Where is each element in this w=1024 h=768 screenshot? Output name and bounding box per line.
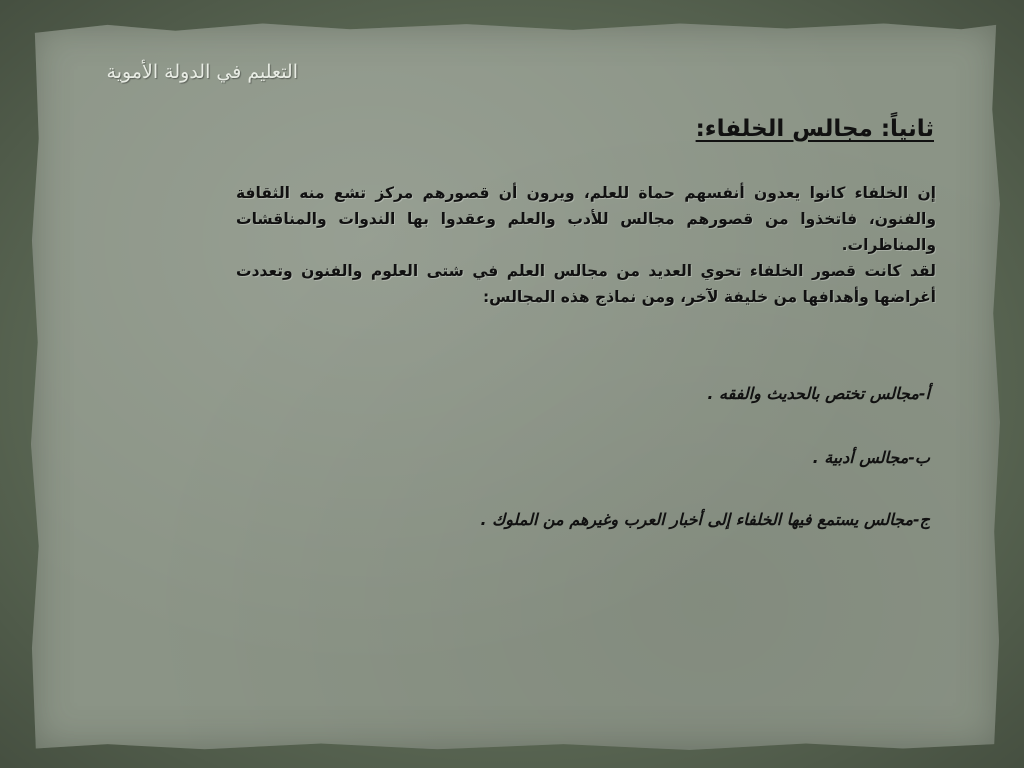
body-paragraph: لقد كانت قصور الخلفاء تحوي العديد من مجالس العلم في شتى العلوم والفنون وتعددت أغراضها وأهدافها من خليفة لآخر، ومن نماذج هذه المجالس: [236,262,936,306]
slide-top-label: التعليم في الدولة الأموية [106,61,298,83]
list-item: ج-مجالس يستمع فيها الخلفاء إلى أخبار العرب وغيرهم من الملوك . [480,510,930,529]
list-item: أ-مجالس تختص بالحديث والفقه . [707,384,930,403]
slide-body [236,180,936,310]
slide-heading: ثانياً: مجالس الخلفاء: [695,116,934,142]
list-item: ب-مجالس أدبية . [812,448,930,467]
body-paragraph: إن الخلفاء كانوا يعدون أنفسهم حماة للعلم، ويرون أن قصورهم مركز تشع منه الثقافة والفنون، فاتخذوا من قصورهم مجالس للأدب والعلم وعقدوا بها الندوات والمناقشات والمناظرات. [236,184,936,254]
